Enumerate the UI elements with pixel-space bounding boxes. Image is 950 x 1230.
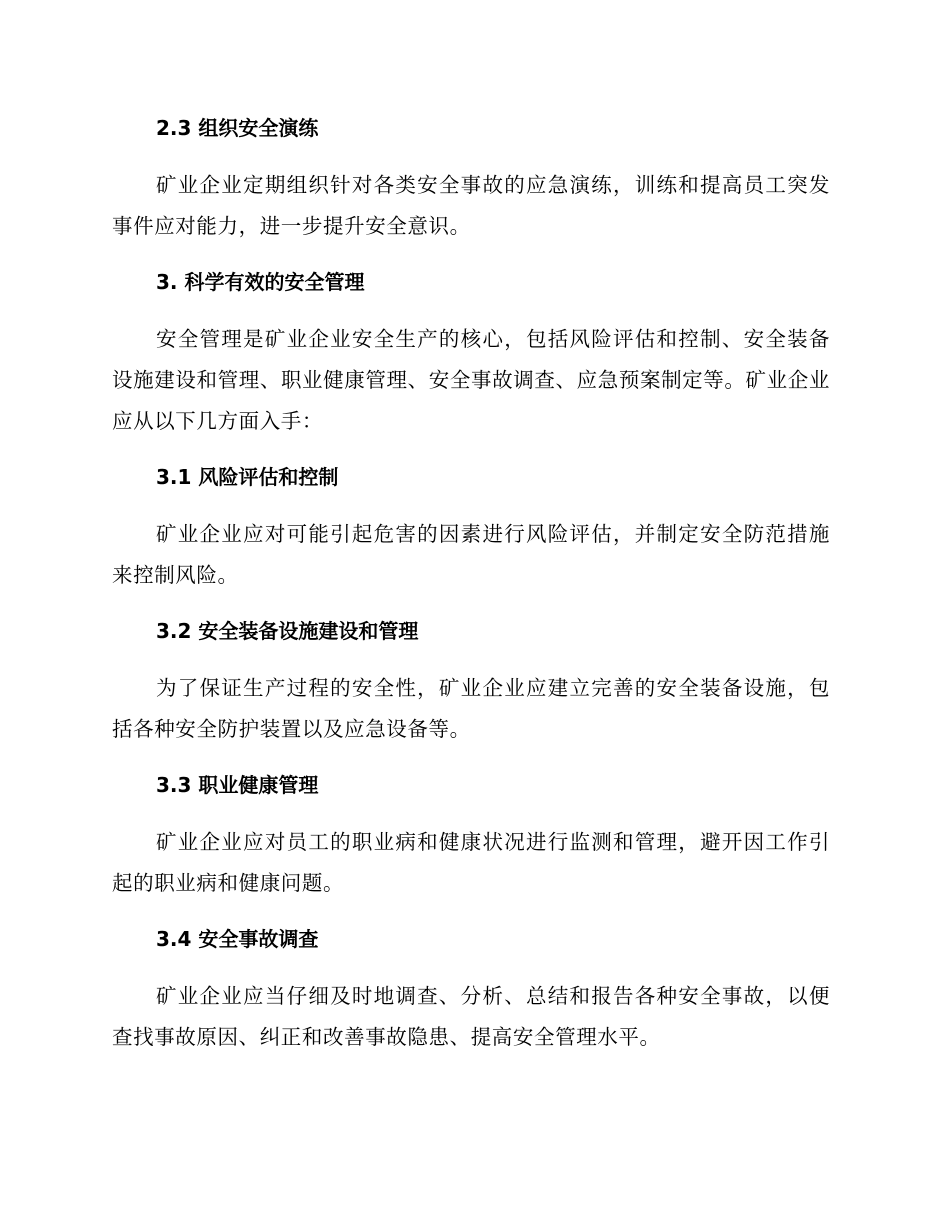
- section-paragraph: 矿业企业应对可能引起危害的因素进行风险评估，并制定安全防范措施来控制风险。: [112, 522, 830, 587]
- section-paragraph: 矿业企业应对员工的职业病和健康状况进行监测和管理，避开因工作引起的职业病和健康问题。: [112, 830, 830, 895]
- section-paragraph: 为了保证生产过程的安全性，矿业企业应建立完善的安全装备设施，包括各种安全防护装置以及应急设备等。: [112, 676, 830, 741]
- section-paragraph: 安全管理是矿业企业安全生产的核心，包括风险评估和控制、安全装备设施建设和管理、职业健康管理、安全事故调查、应急预案制定等。矿业企业应从以下几方面入手：: [112, 327, 830, 433]
- section-paragraph: 矿业企业应当仔细及时地调查、分析、总结和报告各种安全事故，以便查找事故原因、纠正和改善事故隐患、提高安全管理水平。: [112, 984, 830, 1049]
- section-heading: 3.2 安全装备设施建设和管理: [156, 619, 419, 643]
- section-heading: 2.3 组织安全演练: [156, 116, 319, 140]
- section-heading: 3.3 职业健康管理: [156, 773, 319, 797]
- section-heading: 3. 科学有效的安全管理: [156, 270, 365, 294]
- document-body: [112, 109, 830, 1074]
- section-paragraph: 矿业企业定期组织针对各类安全事故的应急演练，训练和提高员工突发事件应对能力，进一步提升安全意识。: [112, 173, 830, 238]
- section-heading: 3.4 安全事故调查: [156, 927, 319, 951]
- section-heading: 3.1 风险评估和控制: [156, 465, 339, 489]
